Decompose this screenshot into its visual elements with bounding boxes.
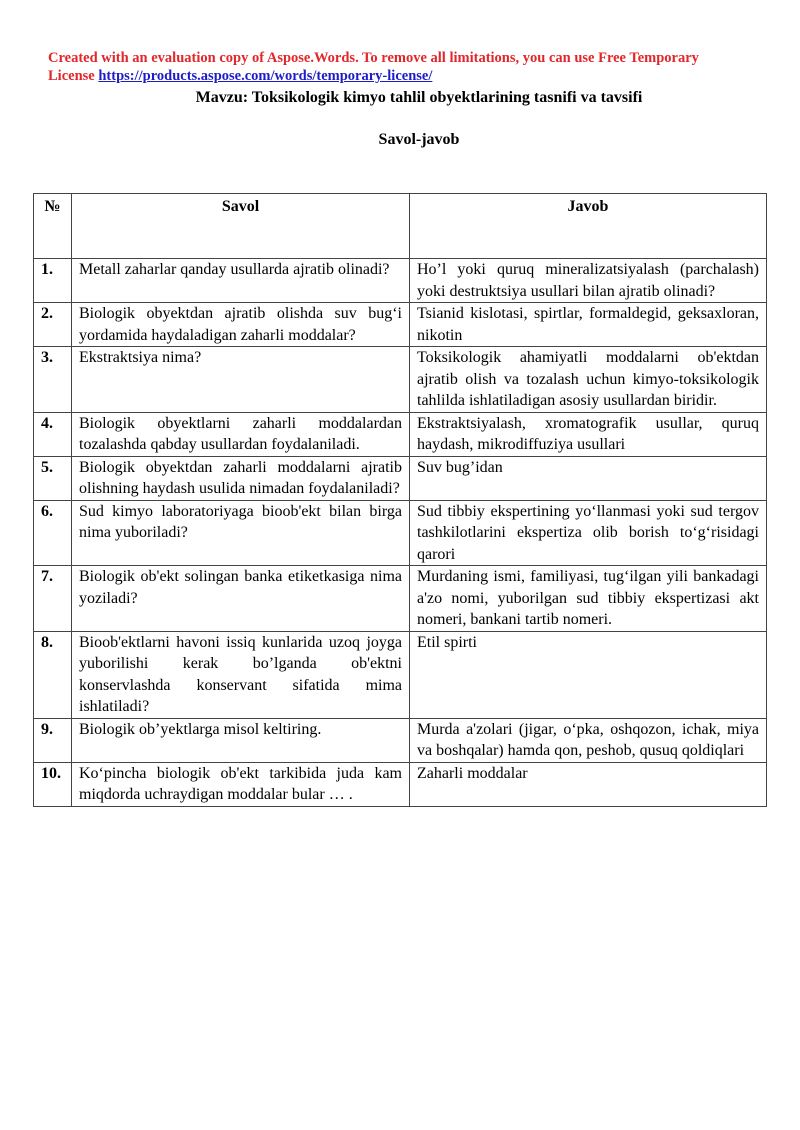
row-question: Biologik obyektlarni zaharli moddalardan tozalashda qabday usullardan foydalaniladi. xyxy=(72,412,410,456)
row-number: 2. xyxy=(34,303,72,347)
row-answer: Suv bug’idan xyxy=(410,456,767,500)
header-question: Savol xyxy=(72,194,410,259)
row-question: Metall zaharlar qanday usullarda ajratib olinadi? xyxy=(72,259,410,303)
row-question: Biologik ob’yektlarga misol keltiring. xyxy=(72,718,410,762)
watermark-license-link[interactable]: https://products.aspose.com/words/temporary-license/ xyxy=(98,68,433,84)
table-row xyxy=(34,500,767,566)
table-row xyxy=(34,303,767,347)
row-answer: Zaharli moddalar xyxy=(410,762,767,806)
table-row xyxy=(34,412,767,456)
row-number: 9. xyxy=(34,718,72,762)
row-number: 1. xyxy=(34,259,72,303)
row-number: 10. xyxy=(34,762,72,806)
evaluation-watermark xyxy=(48,49,728,85)
row-answer: Murdaning ismi, familiyasi, tug‘ilgan yili bankadagi a'zo nomi, yuborilgan sud tibbiy ekspertizasi akt nomeri, bankani tartib nomeri. xyxy=(410,566,767,632)
row-question: Bioob'ektlarni havoni issiq kunlarida uzoq joyga yuborilishi kerak bo’lganda ob'ektni konservlashda konservant sifatida mima ishlatiladi? xyxy=(72,631,410,718)
table-row xyxy=(34,762,767,806)
row-question: Biologik obyektdan zaharli moddalarni ajratib olishning haydash usulida nimadan foydalaniladi? xyxy=(72,456,410,500)
row-number: 5. xyxy=(34,456,72,500)
row-number: 8. xyxy=(34,631,72,718)
header-number: № xyxy=(34,194,72,259)
row-question: Biologik obyektdan ajratib olishda suv bug‘i yordamida haydaladigan zaharli moddalar? xyxy=(72,303,410,347)
watermark-text: Created with an evaluation copy of Aspose.Words. To remove all limitations, you can use Free Temporary License xyxy=(48,50,699,84)
row-answer: Ho’l yoki quruq mineralizatsiyalash (parchalash) yoki destruktsiya usullari bilan ajratib olinadi? xyxy=(410,259,767,303)
table-row xyxy=(34,631,767,718)
table-header-row xyxy=(34,194,767,259)
row-answer: Tsianid kislotasi, spirtlar, formaldegid, geksaxloran, nikotin xyxy=(410,303,767,347)
row-answer: Ekstraktsiyalash, xromatografik usullar, quruq haydash, mikrodiffuziya usullari xyxy=(410,412,767,456)
table-row xyxy=(34,566,767,632)
table-row xyxy=(34,347,767,413)
row-number: 6. xyxy=(34,500,72,566)
row-answer: Sud tibbiy ekspertining yo‘llanmasi yoki sud tergov tashkilotlarini ekspertiza olib borish to‘g‘risidagi qarori xyxy=(410,500,767,566)
row-question: Ekstraktsiya nima? xyxy=(72,347,410,413)
table-row xyxy=(34,259,767,303)
page-subtitle: Savol-javob xyxy=(378,131,460,148)
page-title: Mavzu: Toksikologik kimyo tahlil obyektlarining tasnifi va tavsifi xyxy=(195,89,643,106)
table-row xyxy=(34,456,767,500)
header-answer: Javob xyxy=(410,194,767,259)
row-number: 4. xyxy=(34,412,72,456)
row-answer: Murda a'zolari (jigar, o‘pka, oshqozon, ichak, miya va boshqalar) hamda qon, peshob, qusuq qoldiqlari xyxy=(410,718,767,762)
row-question: Sud kimyo laboratoriyaga bioob'ekt bilan birga nima yuboriladi? xyxy=(72,500,410,566)
table-row xyxy=(34,718,767,762)
row-number: 3. xyxy=(34,347,72,413)
row-number: 7. xyxy=(34,566,72,632)
row-question: Biologik ob'ekt solingan banka etiketkasiga nima yoziladi? xyxy=(72,566,410,632)
row-answer: Etil spirti xyxy=(410,631,767,718)
qa-table xyxy=(33,193,767,807)
row-answer: Toksikologik ahamiyatli moddalarni ob'ektdan ajratib olish va tozalash uchun kimyo-toksikologik tahlilda ishlatiladigan asosiy usullardan biridir. xyxy=(410,347,767,413)
row-question: Ko‘pincha biologik ob'ekt tarkibida juda kam miqdorda uchraydigan moddalar bular … . xyxy=(72,762,410,806)
